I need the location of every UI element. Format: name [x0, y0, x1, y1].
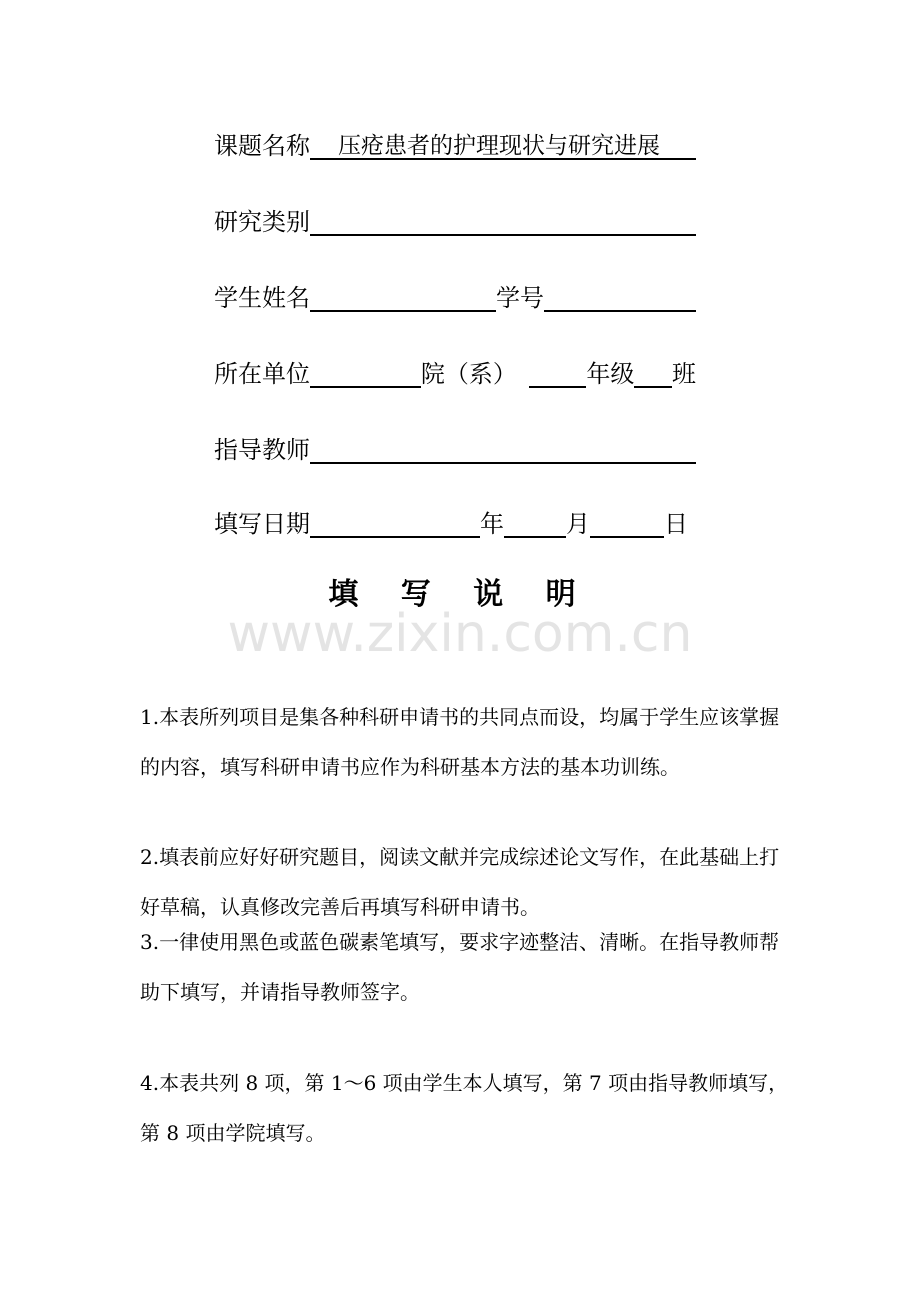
instruction-item-2: 2.填表前应好好研究题目，阅读文献并完成综述论文写作，在此基础上打好草稿，认真修改完善后再填写科研申请书。: [140, 845, 780, 919]
instruction-item-3: 3.一律使用黑色或蓝色碳素笔填写，要求字迹整洁、清晰。在指导教师帮助下填写，并请指导教师签字。: [140, 930, 780, 1004]
day-label: 日: [664, 510, 688, 538]
student-name-label: 学生姓名: [214, 284, 310, 312]
instruction-item-4: 4.本表共列 8 项，第 1～6 项由学生本人填写，第 7 项由指导教师填写，第 8 项由学院填写。: [140, 1071, 789, 1145]
grade-label: 年级: [586, 360, 635, 388]
advisor-label: 指导教师: [214, 436, 310, 464]
month-field[interactable]: [504, 512, 566, 538]
grade-field[interactable]: [529, 362, 586, 388]
month-label: 月: [566, 510, 590, 538]
student-id-label: 学号: [496, 284, 544, 312]
instructions-title: 填 写 说 明: [328, 577, 592, 612]
topic-row: [214, 120, 696, 160]
class-label: 班: [672, 360, 696, 388]
topic-field[interactable]: 压疮患者的护理现状与研究进展: [310, 134, 696, 160]
instruction-item-1: 1.本表所列项目是集各种科研申请书的共同点而设，均属于学生应该掌握的内容，填写科研申请书应作为科研基本方法的基本功训练。: [140, 705, 780, 779]
year-label: 年: [480, 510, 504, 538]
student-id-field[interactable]: [544, 286, 696, 312]
student-row: [214, 272, 696, 312]
date-label: 填写日期: [214, 510, 310, 538]
class-field[interactable]: [634, 362, 672, 388]
category-field[interactable]: [310, 210, 696, 236]
college-label: 院（系）: [420, 360, 517, 388]
topic-label: 课题名称: [214, 132, 310, 160]
advisor-field[interactable]: [310, 438, 696, 464]
unit-row: [214, 348, 696, 388]
unit-label: 所在单位: [214, 360, 310, 388]
date-row: [214, 498, 696, 538]
student-name-field[interactable]: [310, 286, 496, 312]
category-row: [214, 196, 696, 236]
category-label: 研究类别: [214, 208, 310, 236]
year-field[interactable]: [310, 512, 480, 538]
day-field[interactable]: [590, 512, 664, 538]
watermark: www.zixin.com.cn: [227, 604, 693, 664]
college-field[interactable]: [310, 362, 421, 388]
advisor-row: [214, 424, 696, 464]
